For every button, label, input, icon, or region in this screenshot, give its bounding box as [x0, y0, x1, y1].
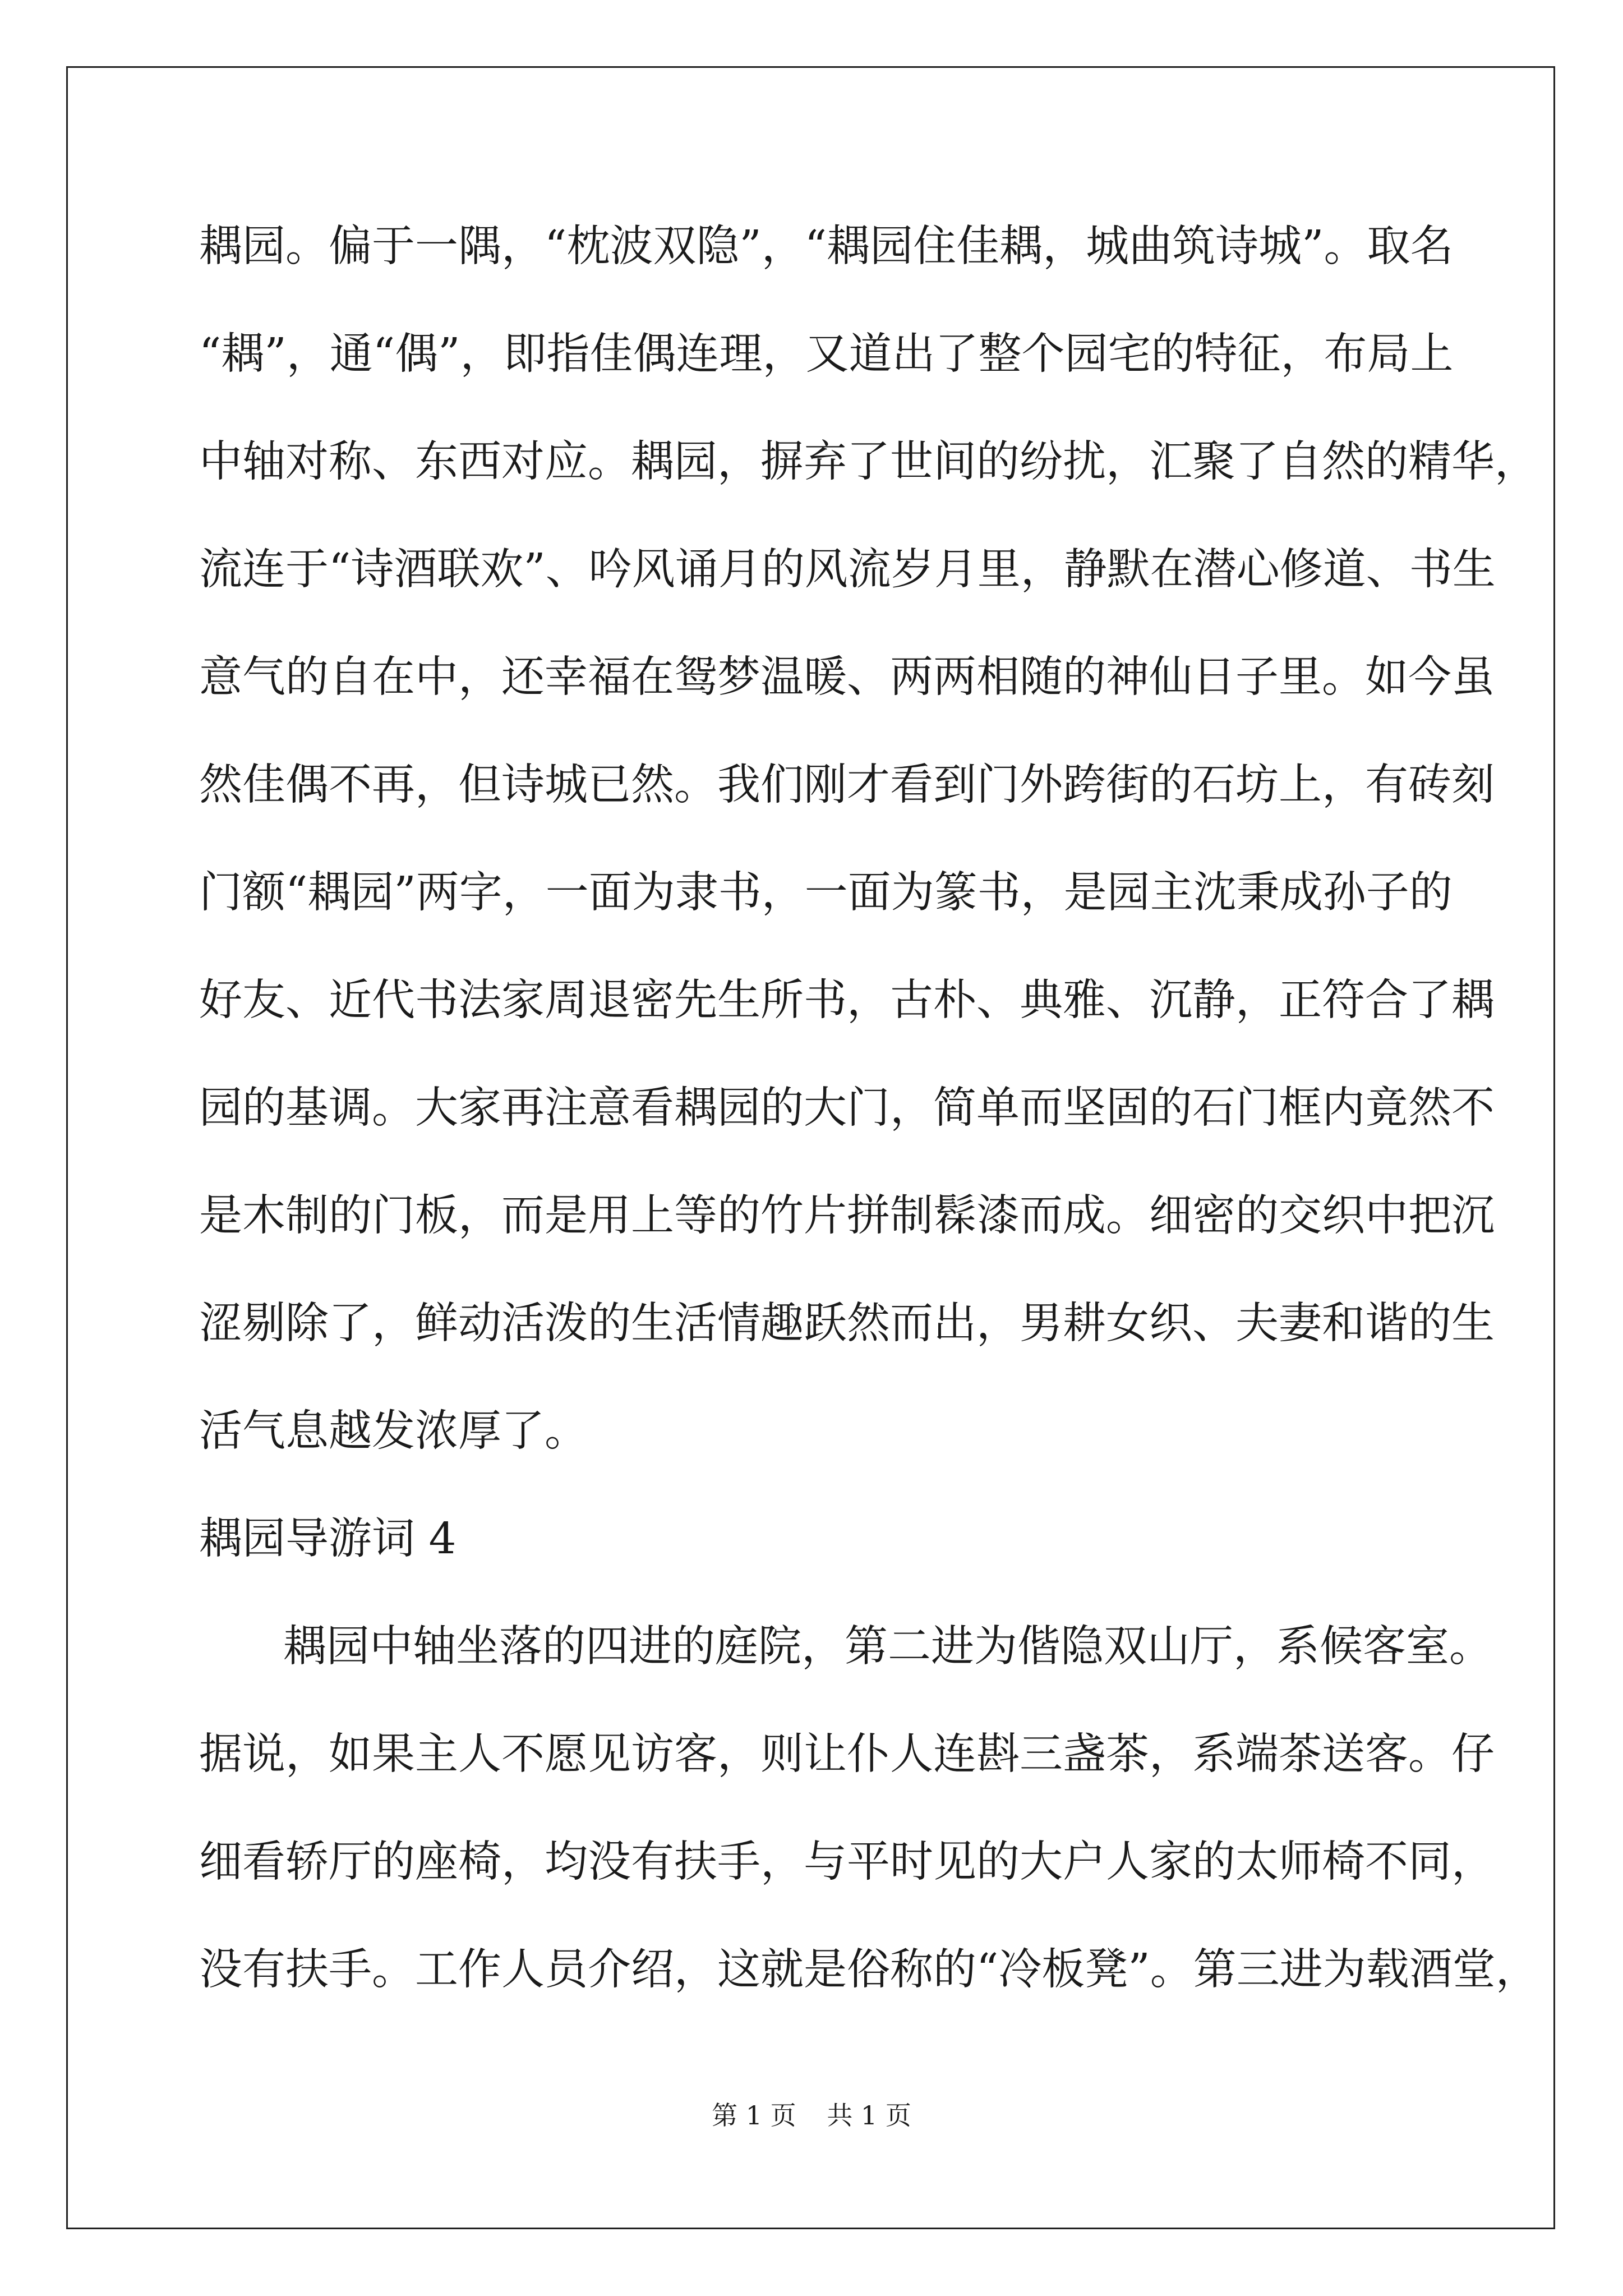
text-line: 据说，如果主人不愿见访客，则让仆人连斟三盏茶，系端茶送客。仔: [199, 1729, 1495, 1779]
text-line: 活气息越发浓厚了。: [199, 1406, 588, 1456]
page-footer: [0, 2095, 1623, 2132]
text-line: 涩剔除了，鲜动活泼的生活情趣跃然而出，男耕女织、夫妻和谐的生: [199, 1299, 1495, 1349]
text-line: 流连于“诗酒联欢”、吟风诵月的风流岁月里，静默在潜心修道、书生: [199, 545, 1496, 595]
page-number: 第 1 页: [712, 2100, 796, 2131]
text-line: 没有扶手。工作人员介绍，这就是俗称的“冷板凳”。第三进为载酒堂，: [199, 1945, 1539, 1995]
text-line: 门额“耦园”两字，一面为隶书，一面为篆书，是园主沈秉成孙子的: [199, 868, 1453, 918]
text-line: “耦”，通“偶”，即指佳偶连理，又道出了整个园宅的特征，布局上: [199, 329, 1454, 379]
text-line: 园的基调。大家再注意看耦园的大门，简单而坚固的石门框内竟然不: [199, 1083, 1495, 1133]
text-line: 是木制的门板，而是用上等的竹片拼制髹漆而成。细密的交织中把沉: [199, 1191, 1495, 1241]
text-line: 耦园。偏于一隅，“枕波双隐”，“耦园住佳耦，城曲筑诗城”。取名: [199, 222, 1454, 272]
page-total: 共 1 页: [827, 2100, 911, 2131]
document-body: [199, 213, 1539, 2044]
text-line: 耦园中轴坐落的四进的庭院，第二进为偕隐双山厅，系候客室。: [283, 1622, 1492, 1672]
text-line: 然佳偶不再，但诗城已然。我们刚才看到门外跨街的石坊上，有砖刻: [199, 760, 1495, 810]
text-line: 中轴对称、东西对应。耦园，摒弃了世间的纷扰，汇聚了自然的精华，: [199, 437, 1538, 487]
section-heading: 耦园导游词 4: [199, 1514, 457, 1564]
text-line: 好友、近代书法家周退密先生所书，古朴、典雅、沉静，正符合了耦: [199, 976, 1495, 1025]
text-line: 细看轿厅的座椅，均没有扶手，与平时见的大户人家的太师椅不同，: [199, 1837, 1495, 1887]
text-line: 意气的自在中，还幸福在鸳梦温暖、两两相随的神仙日子里。如今虽: [199, 652, 1495, 702]
